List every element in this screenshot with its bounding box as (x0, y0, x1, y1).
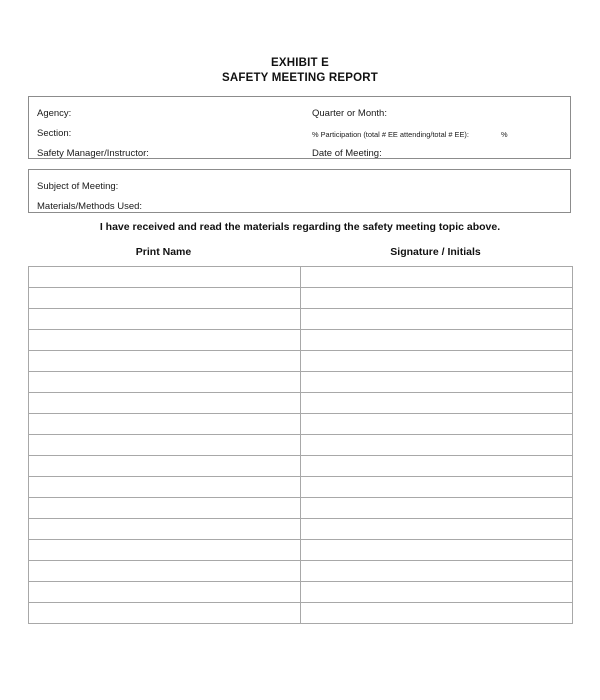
signature-cell[interactable] (301, 540, 573, 561)
document-title-block (0, 56, 600, 86)
signature-cell[interactable] (301, 414, 573, 435)
signature-cell[interactable] (301, 498, 573, 519)
print-name-cell[interactable] (29, 540, 301, 561)
table-row (29, 393, 573, 414)
field-label-materials-methods: Materials/Methods Used: (37, 201, 143, 212)
print-name-cell[interactable] (29, 351, 301, 372)
print-name-cell[interactable] (29, 456, 301, 477)
table-row (29, 309, 573, 330)
print-name-cell[interactable] (29, 435, 301, 456)
table-row (29, 519, 573, 540)
print-name-cell[interactable] (29, 498, 301, 519)
field-label-date-of-meeting: Date of Meeting: (312, 148, 382, 159)
table-row (29, 477, 573, 498)
meeting-meta-box (28, 96, 571, 159)
field-label-safety-manager: Safety Manager/Instructor: (37, 148, 149, 159)
table-row (29, 498, 573, 519)
signature-cell[interactable] (301, 267, 573, 288)
table-row (29, 330, 573, 351)
signature-cell[interactable] (301, 456, 573, 477)
print-name-cell[interactable] (29, 267, 301, 288)
table-row (29, 414, 573, 435)
percent-symbol: % (501, 130, 508, 139)
meeting-subject-box (28, 169, 571, 213)
field-label-subject-of-meeting: Subject of Meeting: (37, 181, 119, 192)
signature-cell[interactable] (301, 330, 573, 351)
signature-cell[interactable] (301, 603, 573, 624)
table-row (29, 267, 573, 288)
signature-cell[interactable] (301, 393, 573, 414)
print-name-cell[interactable] (29, 288, 301, 309)
table-row (29, 456, 573, 477)
print-name-cell[interactable] (29, 393, 301, 414)
exhibit-label: EXHIBIT E (270, 57, 330, 69)
signature-cell[interactable] (301, 435, 573, 456)
table-row (29, 435, 573, 456)
print-name-cell[interactable] (29, 582, 301, 603)
signature-cell[interactable] (301, 561, 573, 582)
acknowledgement-statement: I have received and read the materials regarding the safety meeting topic above. (99, 221, 501, 233)
signature-cell[interactable] (301, 351, 573, 372)
table-row (29, 582, 573, 603)
table-row (29, 351, 573, 372)
signature-table (28, 266, 573, 624)
signature-cell[interactable] (301, 477, 573, 498)
signature-cell[interactable] (301, 372, 573, 393)
print-name-cell[interactable] (29, 477, 301, 498)
column-header-signature: Signature / Initials (390, 246, 481, 258)
signature-cell[interactable] (301, 519, 573, 540)
print-name-cell[interactable] (29, 561, 301, 582)
field-label-section: Section: (37, 128, 72, 139)
signature-cell[interactable] (301, 582, 573, 603)
print-name-cell[interactable] (29, 603, 301, 624)
field-label-participation: % Participation (total # EE attending/total # EE): (312, 130, 469, 139)
table-row (29, 288, 573, 309)
column-header-print-name: Print Name (135, 246, 192, 258)
print-name-cell[interactable] (29, 330, 301, 351)
print-name-cell[interactable] (29, 519, 301, 540)
table-row (29, 540, 573, 561)
table-row (29, 372, 573, 393)
table-row (29, 561, 573, 582)
table-row (29, 603, 573, 624)
signature-table-body (29, 267, 573, 624)
signature-cell[interactable] (301, 309, 573, 330)
form-title: SAFETY MEETING REPORT (221, 72, 379, 84)
print-name-cell[interactable] (29, 414, 301, 435)
signature-cell[interactable] (301, 288, 573, 309)
field-label-agency: Agency: (37, 108, 72, 119)
print-name-cell[interactable] (29, 372, 301, 393)
signature-table-headers (28, 246, 572, 262)
print-name-cell[interactable] (29, 309, 301, 330)
field-label-quarter-or-month: Quarter or Month: (312, 108, 387, 119)
